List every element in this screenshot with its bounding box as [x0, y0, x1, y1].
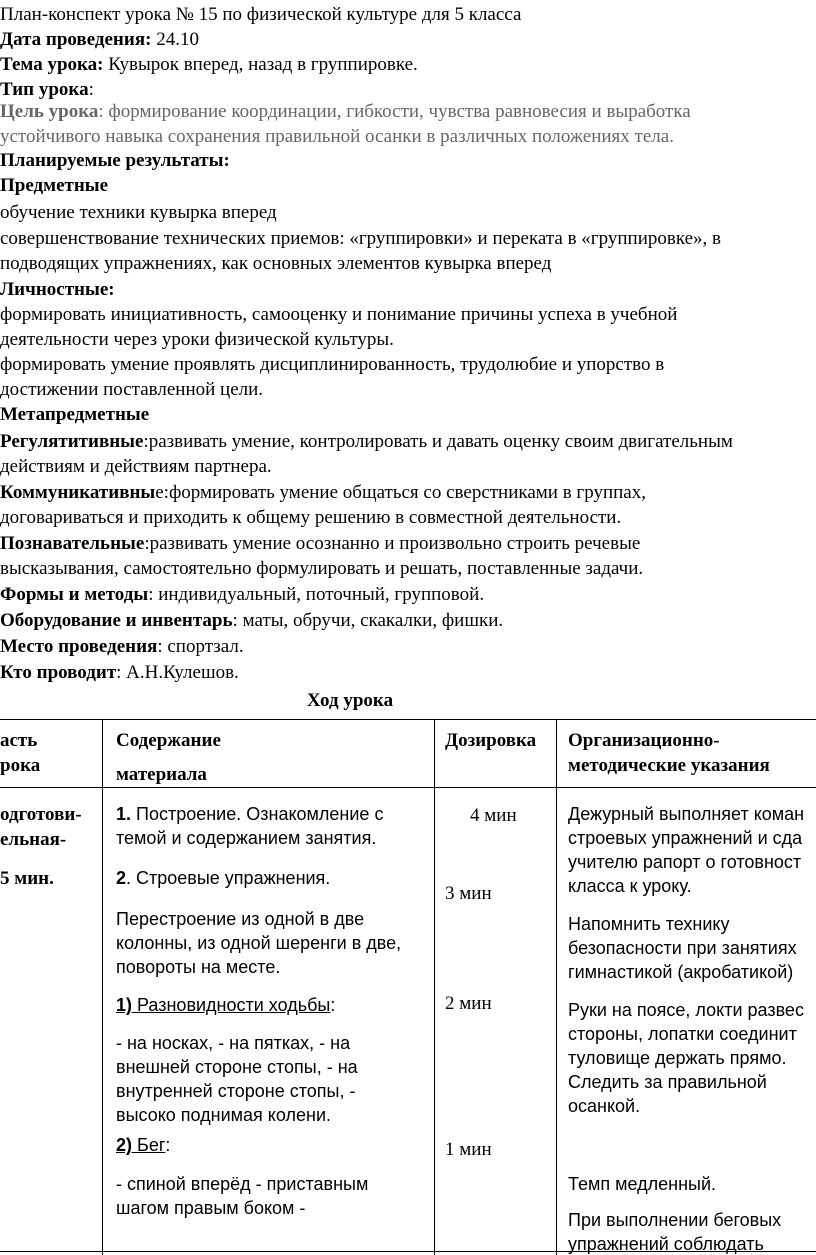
goal-line-2: устойчивого навыка сохранения правильной осанки в различных положениях тела. — [0, 126, 674, 147]
type-label: Тип урока — [0, 79, 89, 100]
personal-item-1-line-1: формировать инициативность, самооценку и понимание причины успеха в учебной — [0, 304, 678, 325]
note-a-line-1: Дежурный выполняет коман — [568, 804, 805, 824]
part-cell-line-3: 5 мин. — [0, 868, 54, 889]
subject-item-2-line-2: подводящих упражнениях, как основных элементов кувырка вперед — [0, 253, 552, 274]
note-e-line-2: упражнений соблюдать — [568, 1234, 764, 1254]
teacher-line — [0, 660, 239, 685]
equipment-label: Оборудование и инвентарь — [0, 610, 233, 631]
communicative-text-1: е:формировать умение общаться со сверстниками в группах, — [155, 482, 646, 503]
goal-label: Цель урока — [0, 101, 99, 122]
content-item-1-line-2: темой и содержанием занятия. — [116, 828, 377, 848]
content-item-1-text-1: Построение. Ознакомление с — [131, 804, 384, 824]
date-label: Дата проведения: — [0, 29, 152, 50]
table-top-border — [0, 719, 816, 720]
content-walking-line-2: внешней стороне стопы, - на — [116, 1057, 358, 1077]
content-running-number: 2) — [116, 1135, 133, 1155]
meta-heading: Метапредметные — [0, 404, 150, 425]
dosage-4: 1 мин — [445, 1139, 492, 1160]
note-d-line-1: Темп медленный. — [568, 1174, 716, 1194]
note-b-line-3: гимнастикой (акробатикой) — [568, 962, 794, 982]
content-rebuild-line-1: Перестроение из одной в две — [116, 909, 365, 929]
lesson-heading: Ход урока — [306, 690, 394, 711]
date-line — [0, 27, 199, 52]
goal-value-1: : формирование координации, гибкости, чувства равновесия и выработка — [98, 101, 691, 122]
table-col-divider-2 — [434, 719, 435, 1255]
note-c-line-3: туловище держать прямо. — [568, 1048, 787, 1068]
header-content-line-2: материала — [116, 764, 207, 785]
table-col-divider-3 — [556, 719, 557, 1255]
content-item-2-number: 2 — [116, 868, 127, 888]
content-item-2-text: . Строевые упражнения. — [126, 868, 331, 888]
table-col-divider-1 — [102, 719, 103, 1255]
goal-line-1 — [0, 99, 691, 124]
part-cell-line-1: одготови- — [0, 804, 82, 825]
content-rebuild-line-2: колонны, из одной шеренги в две, — [116, 933, 402, 953]
content-walking-line-4: высоко поднимая колени. — [116, 1105, 331, 1125]
content-walking-colon: : — [330, 995, 336, 1015]
teacher-label: Кто проводит — [0, 662, 117, 683]
communicative-label: Коммуникативны — [0, 482, 156, 503]
note-a-line-2: строевых упражнений и сда — [568, 828, 803, 848]
personal-heading: Личностные: — [0, 279, 115, 300]
note-a-line-3: учителю рапорт о готовност — [568, 852, 802, 872]
note-e-line-1: При выполнении беговых — [568, 1210, 782, 1230]
content-running-line-1: - спиной вперёд - приставным — [116, 1174, 369, 1194]
content-walking-heading — [116, 993, 335, 1017]
personal-item-2-line-1: формировать умение проявлять дисциплинированность, трудолюбие и упорство в — [0, 354, 665, 375]
content-item-1-line-1 — [116, 802, 383, 826]
topic-value: Кувырок вперед, назад в группировке. — [103, 54, 418, 75]
header-org-line-2: методические указания — [568, 755, 770, 776]
subject-item-1: обучение техники кувырка вперед — [0, 202, 277, 223]
content-walking-number: 1) — [116, 995, 133, 1015]
document-title: План-конспект урока № 15 по физической культуре для 5 класса — [0, 4, 522, 25]
content-item-2 — [116, 866, 330, 890]
forms-line — [0, 582, 484, 607]
content-walking-text: Разновидности ходьбы — [132, 995, 331, 1015]
equipment-line — [0, 608, 503, 633]
date-value: 24.10 — [151, 29, 199, 50]
header-part-line-1: асть — [0, 730, 38, 751]
table-header-divider — [0, 787, 816, 788]
cognitive-label: Познавательные — [0, 533, 145, 554]
note-b-line-1: Напомнить технику — [568, 914, 730, 934]
place-line — [0, 634, 244, 659]
regulatory-line-2: действиям и действиям партнера. — [0, 456, 272, 477]
content-running-heading — [116, 1133, 170, 1157]
content-item-1-number: 1. — [116, 804, 132, 824]
forms-label: Формы и методы — [0, 584, 149, 605]
note-b-line-2: безопасности при занятиях — [568, 938, 797, 958]
dosage-3: 2 мин — [445, 993, 492, 1014]
forms-value: : индивидуальный, поточный, групповой. — [148, 584, 485, 605]
place-label: Место проведения — [0, 636, 158, 657]
planned-results-heading: Планируемые результаты: — [0, 150, 230, 171]
header-part-line-2: рока — [0, 755, 41, 776]
regulatory-label: Регулятитивные — [0, 431, 144, 452]
communicative-line-1 — [0, 480, 646, 505]
header-org-line-1: Организационно- — [568, 730, 720, 751]
cognitive-line-1 — [0, 531, 640, 556]
lesson-table — [0, 719, 816, 1255]
equipment-value: : маты, обручи, скакалки, фишки. — [232, 610, 504, 631]
note-c-line-1: Руки на поясе, локти развес — [568, 1000, 804, 1020]
header-dosage: Дозировка — [445, 730, 537, 751]
content-running-line-2: шагом правым боком - — [116, 1198, 306, 1218]
regulatory-line-1 — [0, 429, 733, 454]
cognitive-line-2: высказывания, самостоятельно формулировать и решать, поставленные задачи. — [0, 558, 644, 579]
dosage-1: 4 мин — [470, 805, 517, 826]
note-c-line-4: Следить за правильной — [568, 1072, 767, 1092]
dosage-2: 3 мин — [445, 883, 492, 904]
cognitive-text-1: :развивать умение осознанно и произвольно строить речевые — [144, 533, 641, 554]
content-running-text: Бег — [132, 1135, 166, 1155]
topic-label: Тема урока: — [0, 54, 104, 75]
subject-heading: Предметные — [0, 175, 109, 196]
content-running-colon: : — [165, 1135, 171, 1155]
regulatory-text-1: :развивать умение, контролировать и давать оценку своим двигательным — [143, 431, 733, 452]
note-c-line-2: стороны, лопатки соединит — [568, 1024, 797, 1044]
communicative-line-2: договариваться и приходить к общему решению в совместной деятельности. — [0, 507, 622, 528]
teacher-value: : А.Н.Кулешов. — [116, 662, 239, 683]
place-value: : спортзал. — [157, 636, 244, 657]
topic-line — [0, 52, 418, 77]
note-a-line-4: класса к уроку. — [568, 876, 692, 896]
part-cell-line-2: ельная- — [0, 829, 67, 850]
subject-item-2-line-1: совершенствование технических приемов: «группировки» и переката в «группировке», в — [0, 228, 721, 249]
type-value: : — [88, 79, 94, 100]
note-c-line-5: осанкой. — [568, 1096, 641, 1116]
content-rebuild-line-3: повороты на месте. — [116, 957, 281, 977]
personal-item-2-line-2: достижении поставленной цели. — [0, 379, 264, 400]
header-content-line-1: Содержание — [116, 730, 221, 751]
personal-item-1-line-2: деятельности через уроки физической культуры. — [0, 329, 394, 350]
content-walking-line-1: - на носках, - на пятках, - на — [116, 1033, 351, 1053]
content-walking-line-3: внутренней стороне стопы, - — [116, 1081, 356, 1101]
